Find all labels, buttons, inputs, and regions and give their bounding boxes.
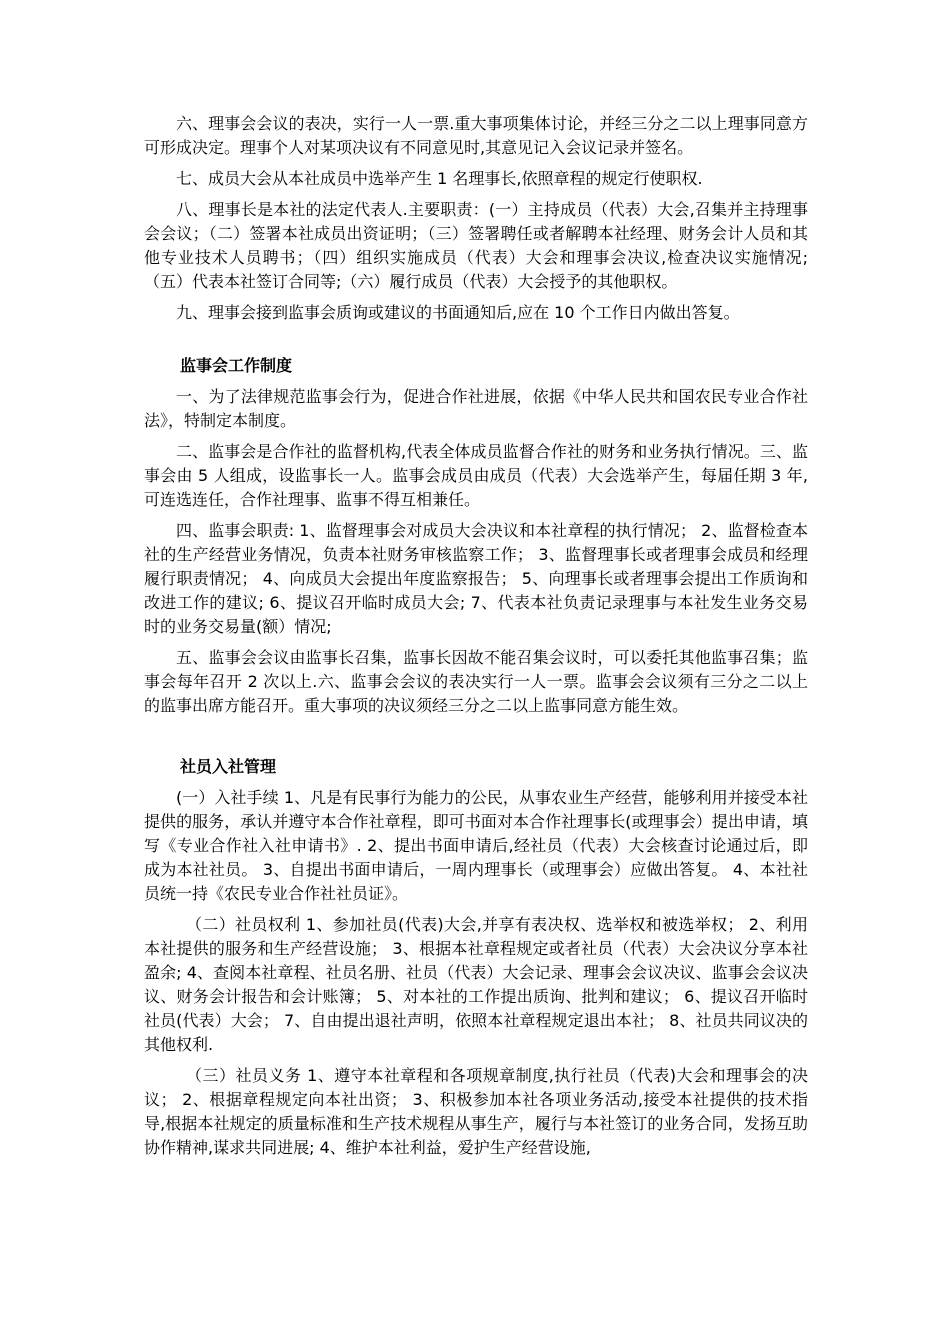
paragraph-member-obligations: （三）社员义务 1、遵守本社章程和各项规章制度,执行社员（代表)大会和理事会的决议； 2、根据章程规定向本社出资； 3、积极参加本社各项业务活动,接受本社提供的技术指导,根据本社规定的质量标准和生产技术规程从事生产，履行与本社签订的业务合同，发扬互助协作精神,谋求共同进展; 4、维护本社利益，爱护生产经营设施, (144, 1066, 808, 1157)
paragraph-member-rights: （二）社员权利 1、参加社员(代表)大会,并享有表决权、选举权和被选举权； 2、利用本社提供的服务和生产经营设施； 3、根据本社章程规定或者社员（代表）大会决议分享本社盈余; 4、查阅本社章程、社员名册、社员（代表）大会记录、理事会会议决议、监事会会议决议、财务会计报告和会计账簿； 5、对本社的工作提出质询、批判和建议； 6、提议召开临时社员(代表）大会； 7、自由提出退社声明，依照本社章程规定退出本社； 8、社员共同议决的其他权利. (144, 915, 808, 1054)
paragraph-chairman-duties: 八、理事长是本社的法定代表人.主要职责：(一）主持成员（代表）大会,召集并主持理事会会议；（二）签署本社成员出资证明；（三）签署聘任或者解聘本社经理、财务会计人员和其他专业技术人员聘书；（四）组织实施成员（代表）大会和理事会决议,检查决议实施情况;（五）代表本社签订合同等;（六）履行成员（代表）大会授予的其他职权。 (144, 200, 808, 291)
paragraph-council-reply: 九、理事会接到监事会质询或建议的书面通知后,应在 10 个工作日内做出答复。 (176, 303, 740, 322)
paragraph-supervisory-composition: 二、监事会是合作社的监督机构,代表全体成员监督合作社的财务和业务执行情况。三、监事会由 5 人组成，设监事长一人。监事会成员由成员（代表）大会选举产生，每届任期 3 年,可连选连任，合作社理事、监事不得互相兼任。 (144, 442, 808, 509)
paragraph-admission-procedure: (一）入社手续 1、凡是有民事行为能力的公民，从事农业生产经营，能够利用并接受本社提供的服务，承认并遵守本合作社章程，即可书面对本合作社理事长(或理事会）提出申请，填写《专业合作社入社申请书》. 2、提出书面申请后,经社员（代表）大会核查讨论通过后，即成为本社社员。 3、自提出书面申请后，一周内理事长（或理事会）应做出答复。 4、本社社员统一持《农民专业合作社社员证》。 (144, 788, 808, 903)
section-member-admission (144, 755, 808, 1160)
section-heading-supervisory-board: 监事会工作制度 (180, 356, 293, 375)
paragraph-supervisory-meetings: 五、监事会会议由监事长召集，监事长因故不能召集会议时，可以委托其他监事召集；监事会每年召开 2 次以上.六、监事会会议的表决实行一人一票。监事会会议须有三分之二以上的监事出席方能召开。重大事项的决议须经三分之二以上监事同意方能生效。 (144, 648, 808, 715)
paragraph-supervisory-purpose: 一、为了法律规范监事会行为，促进合作社进展，依据《中华人民共和国农民专业合作社法》，特制定本制度。 (144, 387, 808, 430)
section-spacer (144, 725, 808, 755)
section-spacer (144, 332, 808, 354)
paragraph-council-voting: 六、理事会会议的表决，实行一人一票.重大事项集体讨论，并经三分之二以上理事同意方可形成决定。理事个人对某项决议有不同意见时,其意见记入会议记录并签名。 (144, 114, 808, 157)
section-council-rules (144, 112, 808, 325)
document-page (144, 112, 808, 1167)
paragraph-supervisory-duties: 四、监事会职责: 1、监督理事会对成员大会决议和本社章程的执行情况； 2、监督检查本社的生产经营业务情况，负责本社财务审核监察工作； 3、监督理事长或者理事会成员和经理履行职责情况； 4、向成员大会提出年度监察报告； 5、向理事长或者理事会提出工作质询和改进工作的建议; 6、提议召开临时成员大会; 7、代表本社负责记录理事与本社发生业务交易时的业务交易量(额）情况; (144, 521, 808, 636)
section-heading-member-admission: 社员入社管理 (180, 757, 277, 776)
paragraph-chairman-election: 七、成员大会从本社成员中选举产生 1 名理事长,依照章程的规定行使职权. (176, 169, 703, 188)
section-supervisory-board (144, 354, 808, 718)
